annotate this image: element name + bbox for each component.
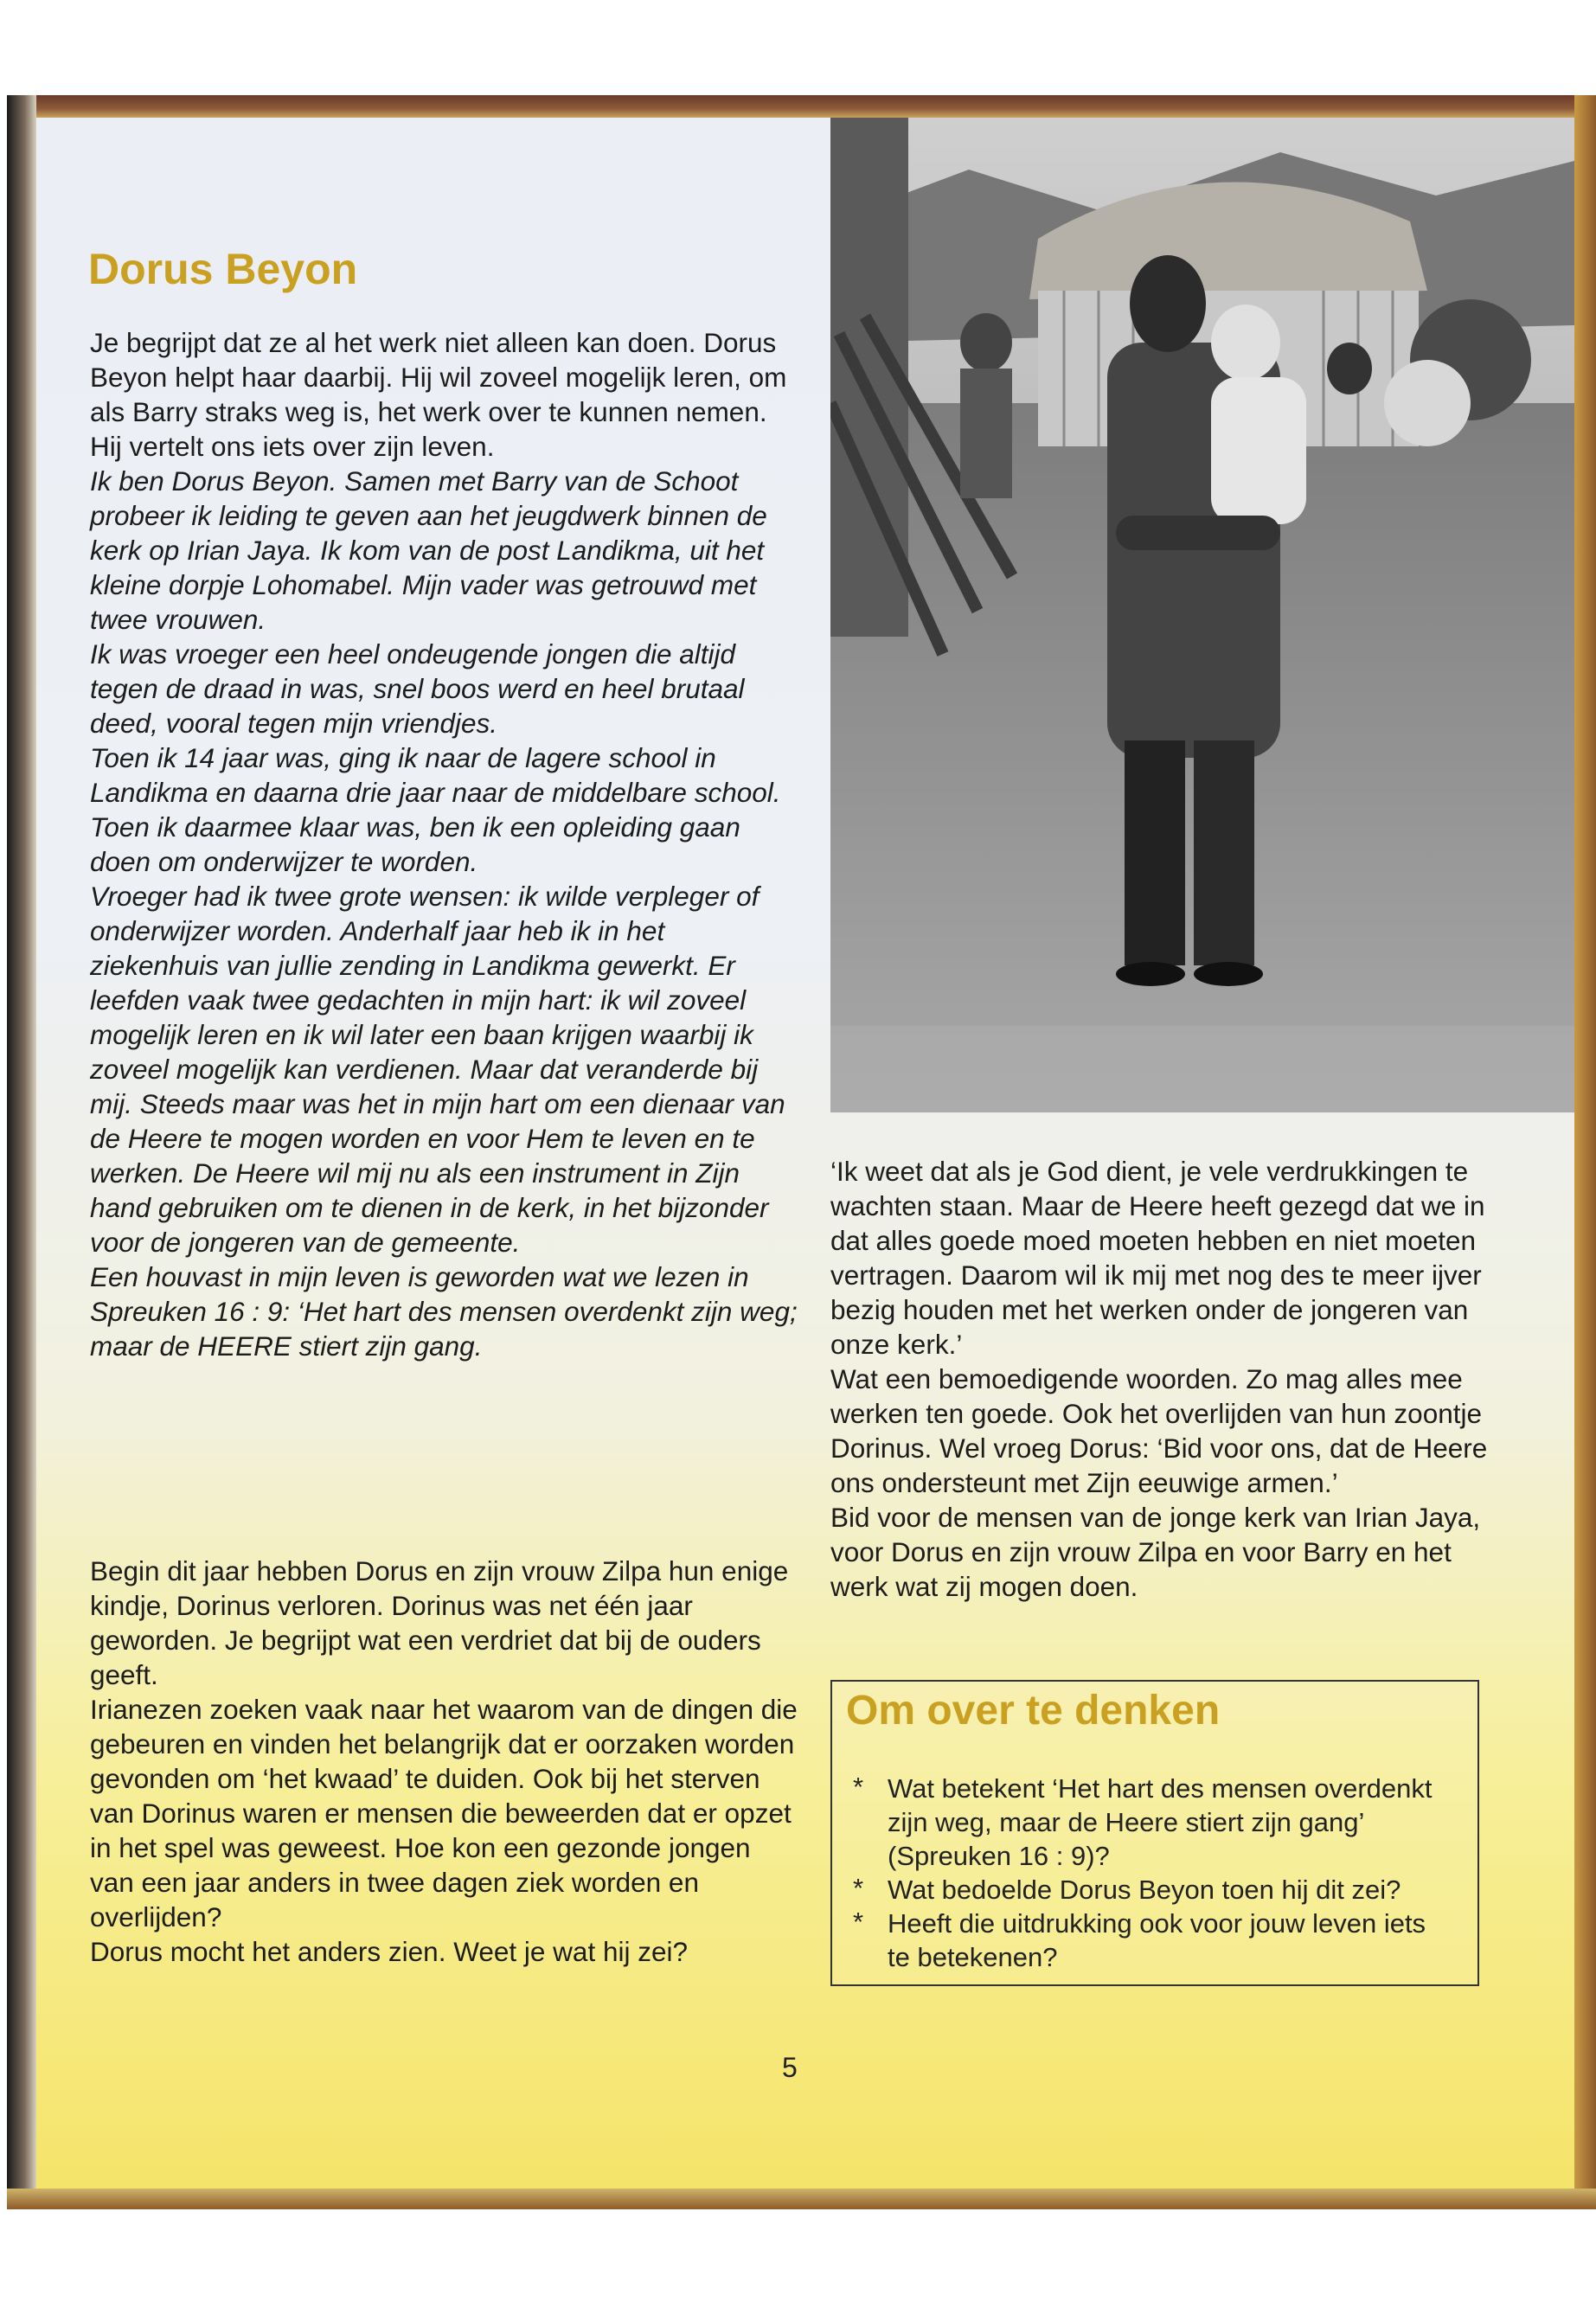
intro-paragraph: Je begrijpt dat ze al het werk niet alleen kan doen. Dorus Beyon helpt haar daarbij. Hij wil zoveel mogelijk leren, om als Barry straks weg is, het werk over te kunnen nemen. Hij vertelt ons iets over zijn leven. bbox=[90, 327, 787, 462]
testimony-paragraph-4: Vroeger had ik twee grote wensen: ik wilde verpleger of onderwijzer worden. Anderhalf jaar heb ik in het ziekenhuis van jullie zending in Landikma gewerkt. Er leefden vaak twee gedachten in mijn hart: ik wil zoveel mogelijk leren en ik wil later een baan krijgen waarbij ik zoveel mogelijk kan verdienen. Maar dat veranderde bij mij. Steeds maar was het in mijn hart om een dienaar van de Heere te mogen worden en voor Hem te leven en te werken. De Heere wil mij nu als een instrument in Zijn hand gebruiken om te dienen in de kerk, in het bijzonder voor de jongeren van de gemeente. bbox=[90, 881, 785, 1258]
continuation-text-column bbox=[90, 1554, 799, 1969]
think-question-list bbox=[844, 1772, 1450, 1974]
bullet-star-icon: * bbox=[853, 1873, 864, 1903]
continuation-paragraph-3: Dorus mocht het anders zien. Weet je wat hij zei? bbox=[90, 1936, 689, 1967]
book-binding-top bbox=[7, 95, 1596, 118]
prayer-paragraph: Bid voor de mensen van de jonge kerk van Irian Jaya, voor Dorus en zijn vrouw Zilpa en voor Barry en het werk wat zij mogen doen. bbox=[830, 1502, 1481, 1602]
book-page bbox=[36, 118, 1574, 2189]
testimony-paragraph-5: Een houvast in mijn leven is geworden wat we lezen in Spreuken 16 : 9: ‘Het hart des mensen overdenkt zijn weg; maar de HEERE stiert zijn gang. bbox=[90, 1261, 798, 1362]
testimony-paragraph-2: Ik was vroeger een heel ondeugende jongen die altijd tegen de draad in was, snel boos werd en heel brutaal deed, vooral tegen mijn vriendjes. bbox=[90, 638, 745, 739]
main-text-column bbox=[90, 325, 799, 1363]
think-question-text: Heeft die uitdrukking ook voor jouw leven iets te betekenen? bbox=[888, 1908, 1426, 1972]
bullet-star-icon: * bbox=[853, 1907, 864, 1937]
article-title: Dorus Beyon bbox=[88, 245, 358, 293]
think-question-text: Wat betekent ‘Het hart des mensen overdenkt zijn weg, maar de Heere stiert zijn gang’ (Spreuken 16 : 9)? bbox=[888, 1773, 1433, 1871]
think-question bbox=[844, 1907, 1450, 1974]
think-box-title: Om over te denken bbox=[846, 1688, 1221, 1734]
think-question bbox=[844, 1772, 1450, 1873]
testimony-paragraph-3: Toen ik 14 jaar was, ging ik naar de lagere school in Landikma en daarna drie jaar naar de middelbare school. Toen ik daarmee klaar was, ben ik een opleiding gaan doen om onderwijzer te worden. bbox=[90, 742, 781, 877]
quote-text-column bbox=[830, 1154, 1488, 1604]
book-binding-right bbox=[1574, 95, 1596, 2206]
think-question-text: Wat bedoelde Dorus Beyon toen hij dit zei? bbox=[888, 1875, 1401, 1905]
continuation-paragraph-1: Begin dit jaar hebben Dorus en zijn vrouw Zilpa hun enige kindje, Dorinus verloren. Dorinus was net één jaar geworden. Je begrijpt wat een verdriet dat bij de ouders geeft. bbox=[90, 1555, 789, 1690]
continuation-paragraph-2: Irianezen zoeken vaak naar het waarom van de dingen die gebeuren en vinden het belangrijk dat er oorzaken worden gevonden om ‘het kwaad’ te duiden. Ook bij het sterven van Dorinus waren er mensen die beweerden dat er opzet in het spel was geweest. Hoe kon een gezonde jongen van een jaar anders in twee dagen ziek worden en overlijden? bbox=[90, 1694, 798, 1932]
reflection-paragraph: Wat een bemoedigende woorden. Zo mag alles mee werken ten goede. Ook het overlijden van hun zoontje Dorinus. Wel vroeg Dorus: ‘Bid voor ons, dat de Heere ons ondersteunt met Zijn eeuwige armen.’ bbox=[830, 1363, 1488, 1498]
testimony-paragraph-1: Ik ben Dorus Beyon. Samen met Barry van de Schoot probeer ik leiding te geven aan het jeugdwerk binnen de kerk op Irian Jaya. Ik kom van de post Landikma, uit het kleine dorpje Lohomabel. Mijn vader was getrouwd met twee vrouwen. bbox=[90, 465, 767, 635]
book-binding-left bbox=[7, 95, 36, 2206]
think-about-box bbox=[830, 1680, 1479, 1986]
quote-paragraph: ‘Ik weet dat als je God dient, je vele verdrukkingen te wachten staan. Maar de Heere heeft gezegd dat we in dat alles goede moed moeten hebben en niet moeten vertragen. Daarom wil ik mij met nog des te meer ijver bezig houden met het werken onder de jongeren van onze kerk.’ bbox=[830, 1156, 1485, 1360]
think-question bbox=[844, 1873, 1450, 1907]
page-number: 5 bbox=[782, 2052, 798, 2083]
bullet-star-icon: * bbox=[853, 1772, 864, 1802]
book-binding-bottom bbox=[7, 2189, 1596, 2209]
photo-dorus-with-child bbox=[830, 118, 1574, 1112]
